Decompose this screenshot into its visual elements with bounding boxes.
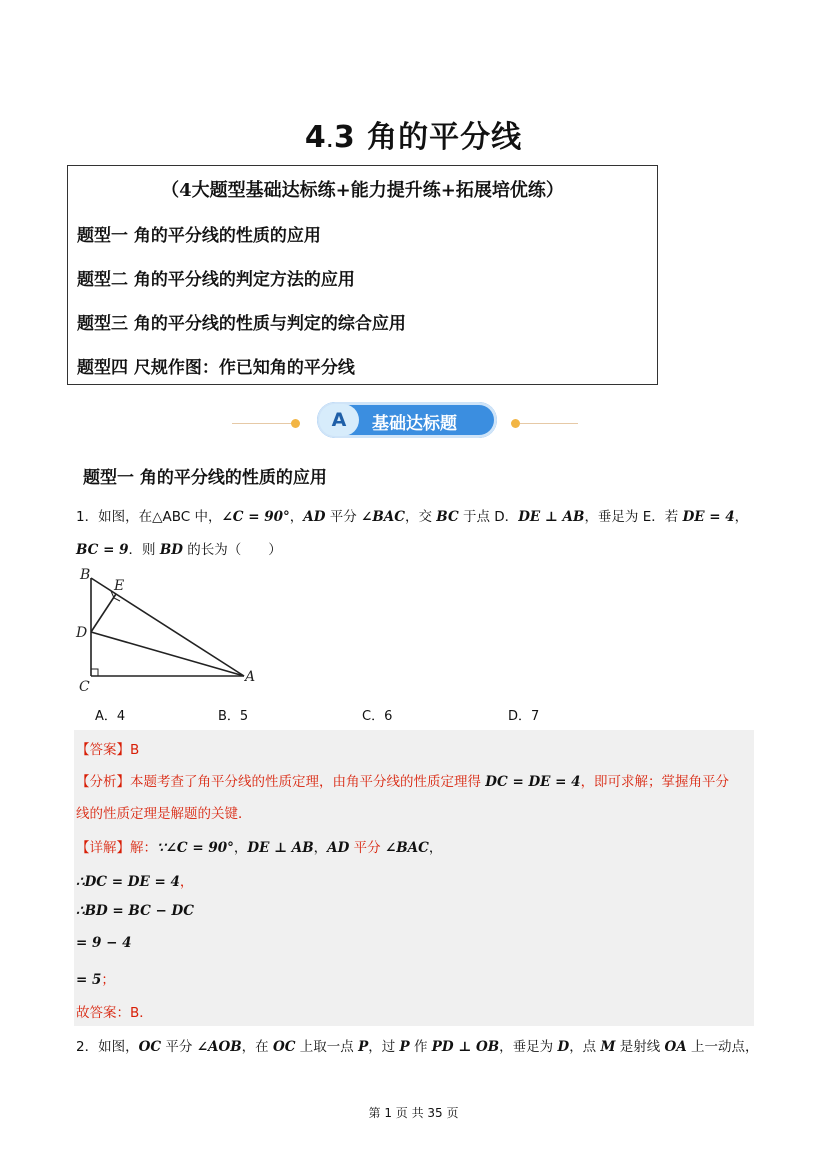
solution-step (76, 870, 193, 890)
segment-da (91, 632, 244, 676)
detail-math: DE ⊥ AB (247, 840, 314, 856)
q1-math: BC (436, 509, 459, 525)
banner-dot-right (511, 419, 520, 428)
solution-step (76, 968, 115, 988)
q1-math: ∠C = 90° (221, 509, 290, 525)
q1-math: AD (303, 509, 326, 525)
q2-math: M (600, 1039, 616, 1055)
question-1-line-2 (76, 538, 282, 558)
toc-subtitle: （4大题型基础达标练+能力提升练+拓展培优练） (161, 180, 564, 201)
q1-text: ， (289, 509, 304, 525)
page-title (0, 112, 827, 156)
banner-letter: A (319, 404, 359, 436)
section-banner (317, 402, 497, 438)
q1-text: ， (734, 509, 749, 525)
option-c: C．6 (362, 709, 393, 724)
q1-text: ，交 (405, 509, 437, 525)
label-a: A (245, 669, 256, 685)
q1-text: 平分 (325, 509, 362, 525)
q1-math: DE = 4 (682, 509, 735, 525)
title-dot: . (326, 132, 334, 151)
q2-text: 作 (409, 1039, 432, 1055)
question-2-line-1 (76, 1035, 759, 1055)
conclusion: 故答案：B． (76, 1005, 153, 1021)
q1-math: DE ⊥ AB (518, 509, 585, 525)
banner-dot-left (291, 419, 300, 428)
step-math: = 5 (76, 972, 102, 988)
triangle-figure (70, 560, 270, 700)
q2-text: ，过 (368, 1039, 400, 1055)
toc-item: 题型四 尺规作图：作已知角的平分线 (77, 358, 355, 378)
q1-math: BD (159, 542, 183, 558)
analysis-text: ，即可求解；掌握角平分 (580, 774, 730, 790)
q2-math: P (358, 1039, 369, 1055)
q1-math: ∠BAC (361, 509, 405, 525)
q1-text: ．则 (128, 542, 160, 558)
q2-text: 上取一点 (295, 1039, 359, 1055)
q2-text: ，垂足为 (499, 1039, 558, 1055)
q2-text: ，点 (569, 1039, 601, 1055)
q1-text: 于点 D． (458, 509, 519, 525)
detail-math: ∵∠C = 90° (157, 840, 234, 856)
label-d: D (76, 625, 88, 641)
q2-math: OC (272, 1039, 296, 1055)
banner-line-left (232, 423, 294, 424)
q2-text: 上一动点， (686, 1039, 759, 1055)
step-text: ， (179, 874, 194, 890)
q2-text: 平分 (161, 1039, 197, 1055)
title-number: 4 (304, 120, 327, 155)
detail-text: ， (233, 840, 248, 856)
q2-math: PD ⊥ OB (431, 1039, 500, 1055)
step-math: ∴DC = DE = 4 (76, 874, 180, 890)
q1-math: BC = 9 (76, 542, 129, 558)
analysis-math: DC = DE = 4 (485, 774, 581, 790)
toc-item: 题型二 角的平分线的判定方法的应用 (77, 270, 355, 290)
analysis-text: 本题考查了角平分线的性质定理，由角平分线的性质定理得 (130, 774, 486, 790)
q1-text: ，垂足为 E．若 (584, 509, 683, 525)
answer-panel (74, 730, 754, 1026)
solution-step: = 9 − 4 (76, 935, 132, 951)
page-footer: 第 1 页 共 35 页 (368, 1106, 459, 1120)
q2-math: OC (138, 1039, 162, 1055)
right-angle-mark-c (91, 669, 98, 676)
detail-line (76, 836, 442, 856)
banner-line-right (520, 423, 578, 424)
question-types-box (67, 165, 658, 385)
label-e: E (114, 578, 125, 594)
detail-text: ， (428, 840, 443, 856)
label-b: B (80, 567, 91, 583)
q2-math: D (557, 1039, 570, 1055)
q2-text: 2．如图， (76, 1039, 139, 1055)
option-d: D．7 (508, 709, 540, 724)
q2-text: 是射线 (615, 1039, 665, 1055)
q1-text: 的长为（ ） (182, 542, 282, 558)
answer-value: B (130, 742, 140, 758)
q2-math: OA (664, 1039, 687, 1055)
detail-text: ， (313, 840, 328, 856)
analysis-line-1 (76, 770, 729, 790)
q2-text: ，在 (241, 1039, 273, 1055)
banner-text: 基础达标题 (372, 414, 457, 434)
step-text: ； (101, 972, 115, 988)
answer-line (76, 738, 139, 758)
detail-math: AD (327, 840, 350, 856)
answer-label: 【答案】 (76, 742, 130, 758)
question-1-line-1 (76, 505, 748, 525)
detail-math: ∠BAC (384, 840, 429, 856)
q2-math: P (399, 1039, 410, 1055)
label-c: C (79, 679, 90, 695)
toc-item: 题型一 角的平分线的性质的应用 (77, 226, 321, 246)
segment-de (91, 594, 116, 632)
option-b: B．5 (218, 709, 249, 724)
detail-text: 平分 (349, 840, 385, 856)
toc-item: 题型三 角的平分线的性质与判定的综合应用 (77, 314, 406, 334)
section-title: 题型一 角的平分线的性质的应用 (83, 468, 327, 488)
detail-text: 解： (130, 840, 157, 856)
q1-text: 1．如图，在△ABC 中， (76, 509, 222, 525)
analysis-label: 【分析】 (76, 774, 130, 790)
option-a: A．4 (95, 709, 126, 724)
analysis-line-2: 线的性质定理是解题的关键． (76, 806, 252, 822)
detail-label: 【详解】 (76, 840, 130, 856)
title-text: 3 角的平分线 (333, 120, 523, 155)
q2-math: ∠AOB (196, 1039, 242, 1055)
solution-step: ∴BD = BC − DC (76, 903, 194, 919)
